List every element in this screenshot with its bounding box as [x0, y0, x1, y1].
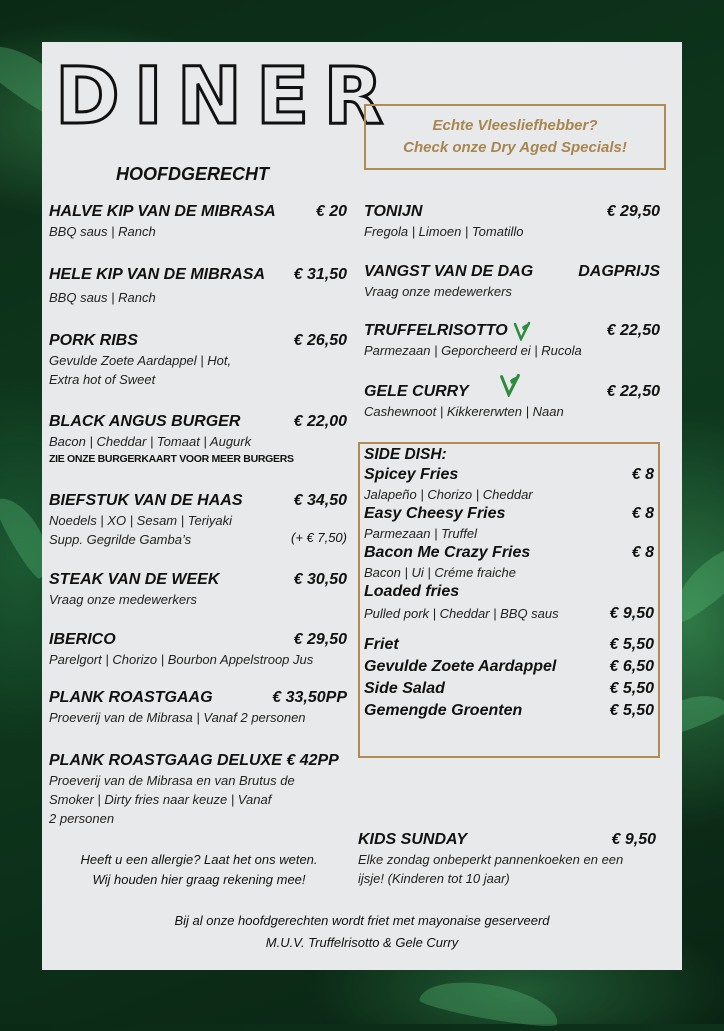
item-name: IBERICO — [49, 631, 116, 648]
background-leaf — [418, 973, 562, 1031]
side-price: € 8 — [631, 466, 654, 483]
item-description: Noedels | XO | Sesam | Teriyaki — [49, 513, 233, 528]
side-description: Jalapeño | Chorizo | Cheddar — [364, 487, 533, 502]
promo-line-2: Check onze Dry Aged Specials! — [403, 139, 627, 156]
item-description: Elke zondag onbeperkt pannenkoeken en een — [358, 852, 624, 867]
item-price: € 29,50 — [606, 203, 660, 220]
item-description: BBQ saus | Ranch — [49, 224, 156, 239]
side-name: Gemengde Groenten — [364, 702, 523, 719]
side-name: Side Salad — [364, 680, 445, 697]
side-extra — [364, 657, 654, 679]
item-price: € 26,50 — [293, 332, 347, 349]
side-price: € 9,50 — [609, 605, 654, 622]
item-description: Proeverij van de Mibrasa en van Brutus de — [49, 773, 295, 788]
supplement-price: (+ € 7,50) — [290, 530, 347, 545]
side-description: Bacon | Ui | Créme fraiche — [364, 565, 516, 580]
item-name: BIEFSTUK VAN DE HAAS — [49, 492, 243, 509]
side-price: € 5,50 — [609, 636, 654, 653]
item-price: € 31,50 — [293, 266, 347, 283]
footer-line-1: Bij al onze hoofdgerechten wordt friet met mayonaise geserveerd — [174, 913, 550, 928]
side-description: Pulled pork | Cheddar | BBQ saus — [364, 606, 559, 621]
menu-item — [49, 570, 347, 609]
side-extra — [364, 701, 654, 723]
item-price: € 9,50 — [611, 831, 656, 848]
item-description: Bacon | Cheddar | Tomaat | Augurk — [49, 434, 252, 449]
side-price: € 8 — [631, 544, 654, 561]
allergy-line-1: Heeft u een allergie? Laat het ons weten. — [80, 852, 318, 867]
item-description: Smoker | Dirty fries naar keuze | Vanaf — [49, 792, 272, 807]
page-footer — [42, 911, 682, 953]
vegan-leaf-icon — [498, 373, 522, 397]
menu-item — [49, 412, 347, 467]
section-heading: HOOFDGERECHT — [116, 164, 269, 184]
side-item — [364, 465, 654, 504]
menu-item — [49, 688, 347, 727]
side-price: € 5,50 — [609, 702, 654, 719]
item-description: Extra hot of Sweet — [49, 372, 156, 387]
kids-item — [358, 830, 656, 888]
item-description: Cashewnoot | Kikkererwten | Naan — [364, 404, 564, 419]
footer-line-2: M.U.V. Truffelrisotto & Gele Curry — [265, 935, 459, 950]
allergy-notice — [54, 850, 344, 890]
side-price: € 6,50 — [609, 658, 654, 675]
item-name: PORK RIBS — [49, 332, 138, 349]
side-price: € 5,50 — [609, 680, 654, 697]
side-description: Parmezaan | Truffel — [364, 526, 477, 541]
item-price: € 29,50 — [293, 631, 347, 648]
item-description: Gevulde Zoete Aardappel | Hot, — [49, 353, 232, 368]
item-name: TONIJN — [364, 203, 423, 220]
item-description: Vraag onze medewerkers — [364, 284, 512, 299]
item-price: € 34,50 — [293, 492, 347, 509]
item-price: € 22,00 — [293, 413, 347, 430]
item-description: ijsje! (Kinderen tot 10 jaar) — [358, 871, 510, 886]
item-name: BLACK ANGUS BURGER — [49, 413, 241, 430]
item-description: Parelgort | Chorizo | Bourbon Appelstroop Jus — [49, 652, 314, 667]
item-price: € 22,50 — [606, 322, 660, 339]
side-item — [364, 543, 654, 582]
item-price: € 22,50 — [606, 383, 660, 400]
item-price: € 30,50 — [293, 571, 347, 588]
item-description: Parmezaan | Geporcheerd ei | Rucola — [364, 343, 582, 359]
item-description: Supp. Gegrilde Gamba’s — [49, 532, 192, 547]
item-name: PLANK ROASTGAAG — [49, 689, 213, 706]
side-extra — [364, 635, 654, 657]
item-name: HELE KIP VAN DE MIBRASA — [49, 266, 266, 283]
side-price: € 8 — [631, 505, 654, 522]
menu-item — [364, 202, 660, 241]
side-name: Loaded fries — [364, 583, 460, 600]
menu-item — [364, 262, 660, 301]
item-name: KIDS SUNDAY — [358, 831, 468, 848]
menu-item — [364, 382, 660, 421]
item-description: Vraag onze medewerkers — [49, 592, 197, 607]
burger-card-note[interactable]: ZIE ONZE BURGERKAART VOOR MEER BURGERS — [49, 453, 294, 465]
item-price: DAGPRIJS — [578, 263, 660, 280]
dry-aged-promo-box[interactable] — [364, 104, 666, 170]
item-name: STEAK VAN DE WEEK — [49, 571, 220, 588]
menu-item — [49, 491, 347, 549]
item-description: 2 personen — [49, 811, 115, 826]
menu-title: DINER — [55, 52, 398, 142]
side-dish-content — [364, 445, 654, 723]
side-item — [364, 504, 654, 543]
item-name: TRUFFELRISOTTO — [364, 322, 508, 340]
side-dish-heading: SIDE DISH: — [364, 446, 447, 463]
menu-item — [49, 630, 347, 669]
item-name: VANGST VAN DE DAG — [364, 263, 534, 280]
promo-line-1: Echte Vleesliefhebber? — [432, 117, 598, 134]
side-name: Friet — [364, 636, 399, 653]
side-name: Gevulde Zoete Aardappel — [364, 658, 557, 675]
side-dish-box — [358, 442, 660, 758]
item-description: Proeverij van de Mibrasa | Vanaf 2 personen — [49, 710, 306, 725]
menu-item — [364, 321, 660, 360]
menu-item — [49, 331, 347, 389]
side-item — [364, 582, 654, 623]
vegan-leaf-icon — [512, 321, 532, 341]
side-name: Spicey Fries — [364, 466, 459, 483]
menu-item — [49, 202, 347, 241]
item-name: PLANK ROASTGAAG DELUXE € 42PP — [49, 752, 339, 769]
item-description: Fregola | Limoen | Tomatillo — [364, 224, 524, 239]
item-description: BBQ saus | Ranch — [49, 290, 156, 305]
item-name: GELE CURRY — [364, 383, 469, 400]
item-price: € 20 — [315, 203, 347, 220]
item-name: HALVE KIP VAN DE MIBRASA — [49, 203, 276, 220]
side-name: Bacon Me Crazy Fries — [364, 544, 531, 561]
allergy-line-2: Wij houden hier graag rekening mee! — [92, 872, 306, 887]
side-extra — [364, 679, 654, 701]
menu-item — [49, 265, 347, 307]
side-name: Easy Cheesy Fries — [364, 505, 506, 522]
menu-item — [49, 751, 347, 828]
item-price: € 33,50PP — [272, 689, 347, 706]
